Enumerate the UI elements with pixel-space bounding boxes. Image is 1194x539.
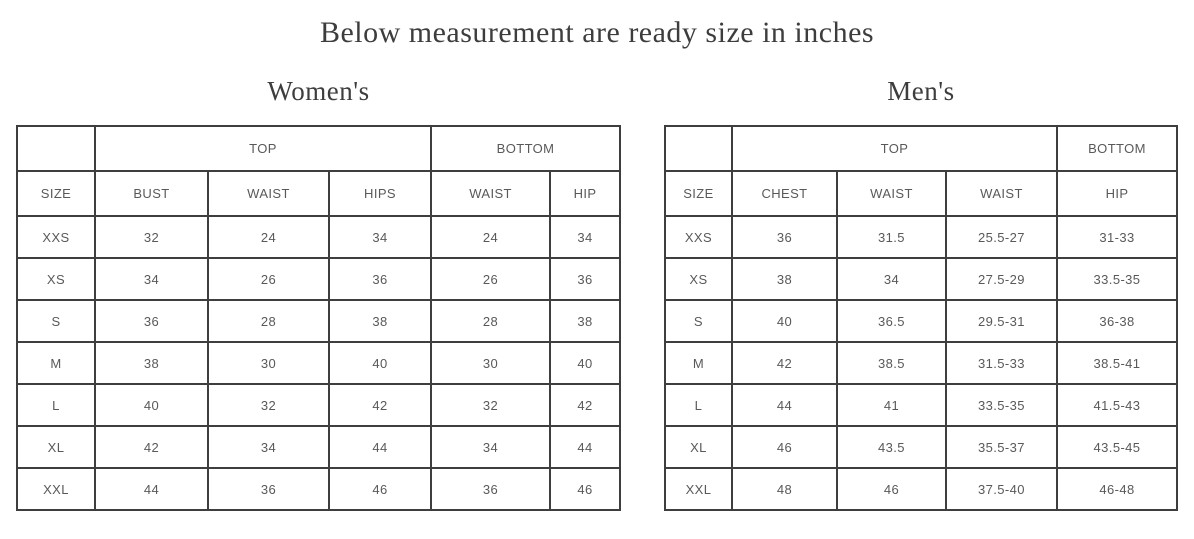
size-row-xs [17, 258, 620, 300]
group-header-bottom: BOTTOM [431, 126, 620, 171]
measurement-cell: 41.5-43 [1057, 384, 1177, 426]
measurement-cell: 29.5-31 [946, 300, 1057, 342]
column-header-chest: CHEST [732, 171, 837, 216]
measurement-cell: 44 [95, 468, 208, 510]
measurement-cell: 32 [431, 384, 550, 426]
measurement-cell: 38 [329, 300, 431, 342]
measurement-cell: 36 [208, 468, 329, 510]
measurement-cell: 44 [550, 426, 620, 468]
group-header-row [665, 126, 1177, 171]
group-header-bottom: BOTTOM [1057, 126, 1177, 171]
size-label-cell: XS [17, 258, 95, 300]
column-header-waist: WAIST [431, 171, 550, 216]
measurement-cell: 36-38 [1057, 300, 1177, 342]
measurement-cell: 25.5-27 [946, 216, 1057, 258]
measurement-cell: 42 [550, 384, 620, 426]
size-row-xl [17, 426, 620, 468]
measurement-cell: 41 [837, 384, 946, 426]
measurement-cell: 46 [329, 468, 431, 510]
measurement-cell: 38 [550, 300, 620, 342]
measurement-cell: 46 [550, 468, 620, 510]
size-row-m [665, 342, 1177, 384]
measurement-cell: 34 [550, 216, 620, 258]
measurement-cell: 28 [431, 300, 550, 342]
womens-heading: Women's [267, 76, 370, 106]
column-header-row [665, 171, 1177, 216]
column-header-size: SIZE [665, 171, 732, 216]
measurement-cell: 38.5-41 [1057, 342, 1177, 384]
measurement-cell: 36.5 [837, 300, 946, 342]
measurement-cell: 40 [732, 300, 837, 342]
measurement-cell: 44 [732, 384, 837, 426]
size-row-xxs [665, 216, 1177, 258]
page-title: Below measurement are ready size in inches [319, 16, 875, 49]
measurement-cell: 38 [732, 258, 837, 300]
measurement-cell: 46 [732, 426, 837, 468]
measurement-cell: 38.5 [837, 342, 946, 384]
group-header-empty [665, 126, 732, 171]
size-row-xl [665, 426, 1177, 468]
group-header-top: TOP [95, 126, 431, 171]
column-header-hips: HIPS [329, 171, 431, 216]
size-label-cell: XL [17, 426, 95, 468]
column-header-hip: HIP [550, 171, 620, 216]
group-header-row [17, 126, 620, 171]
measurement-cell: 40 [329, 342, 431, 384]
size-label-cell: XXS [17, 216, 95, 258]
measurement-cell: 31-33 [1057, 216, 1177, 258]
measurement-cell: 43.5-45 [1057, 426, 1177, 468]
mens-size-table [664, 125, 1178, 511]
measurement-cell: 33.5-35 [1057, 258, 1177, 300]
size-label-cell: S [665, 300, 732, 342]
measurement-cell: 40 [95, 384, 208, 426]
group-header-empty [17, 126, 95, 171]
size-row-l [17, 384, 620, 426]
measurement-cell: 32 [208, 384, 329, 426]
mens-heading: Men's [887, 76, 955, 106]
tables-container [0, 76, 1194, 511]
size-row-m [17, 342, 620, 384]
measurement-cell: 46 [837, 468, 946, 510]
measurement-cell: 35.5-37 [946, 426, 1057, 468]
measurement-cell: 36 [329, 258, 431, 300]
measurement-cell: 36 [550, 258, 620, 300]
size-row-s [665, 300, 1177, 342]
measurement-cell: 46-48 [1057, 468, 1177, 510]
measurement-cell: 36 [95, 300, 208, 342]
size-label-cell: M [17, 342, 95, 384]
size-label-cell: L [665, 384, 732, 426]
size-row-xxs [17, 216, 620, 258]
size-row-xs [665, 258, 1177, 300]
size-row-xxl [665, 468, 1177, 510]
size-row-l [665, 384, 1177, 426]
measurement-cell: 30 [431, 342, 550, 384]
measurement-cell: 28 [208, 300, 329, 342]
size-label-cell: XXL [17, 468, 95, 510]
measurement-cell: 36 [431, 468, 550, 510]
column-header-size: SIZE [17, 171, 95, 216]
measurement-cell: 26 [208, 258, 329, 300]
measurement-cell: 42 [732, 342, 837, 384]
column-header-waist: WAIST [208, 171, 329, 216]
measurement-cell: 42 [329, 384, 431, 426]
measurement-cell: 44 [329, 426, 431, 468]
size-row-xxl [17, 468, 620, 510]
size-label-cell: L [17, 384, 95, 426]
measurement-cell: 27.5-29 [946, 258, 1057, 300]
measurement-cell: 37.5-40 [946, 468, 1057, 510]
measurement-cell: 33.5-35 [946, 384, 1057, 426]
measurement-cell: 34 [95, 258, 208, 300]
measurement-cell: 40 [550, 342, 620, 384]
column-header-row [17, 171, 620, 216]
measurement-cell: 30 [208, 342, 329, 384]
column-header-waist: WAIST [837, 171, 946, 216]
measurement-cell: 32 [95, 216, 208, 258]
measurement-cell: 24 [431, 216, 550, 258]
measurement-cell: 34 [329, 216, 431, 258]
size-label-cell: XXL [665, 468, 732, 510]
size-label-cell: XXS [665, 216, 732, 258]
measurement-cell: 34 [837, 258, 946, 300]
size-row-s [17, 300, 620, 342]
measurement-cell: 31.5 [837, 216, 946, 258]
measurement-cell: 48 [732, 468, 837, 510]
mens-section [664, 76, 1178, 511]
column-header-hip: HIP [1057, 171, 1177, 216]
measurement-cell: 43.5 [837, 426, 946, 468]
measurement-cell: 31.5-33 [946, 342, 1057, 384]
measurement-cell: 34 [431, 426, 550, 468]
size-label-cell: XS [665, 258, 732, 300]
size-label-cell: S [17, 300, 95, 342]
womens-section [16, 76, 621, 511]
measurement-cell: 24 [208, 216, 329, 258]
size-label-cell: XL [665, 426, 732, 468]
measurement-cell: 34 [208, 426, 329, 468]
measurement-cell: 36 [732, 216, 837, 258]
measurement-cell: 42 [95, 426, 208, 468]
measurement-cell: 26 [431, 258, 550, 300]
column-header-bust: BUST [95, 171, 208, 216]
womens-size-table [16, 125, 621, 511]
column-header-waist: WAIST [946, 171, 1057, 216]
measurement-cell: 38 [95, 342, 208, 384]
group-header-top: TOP [732, 126, 1057, 171]
size-label-cell: M [665, 342, 732, 384]
